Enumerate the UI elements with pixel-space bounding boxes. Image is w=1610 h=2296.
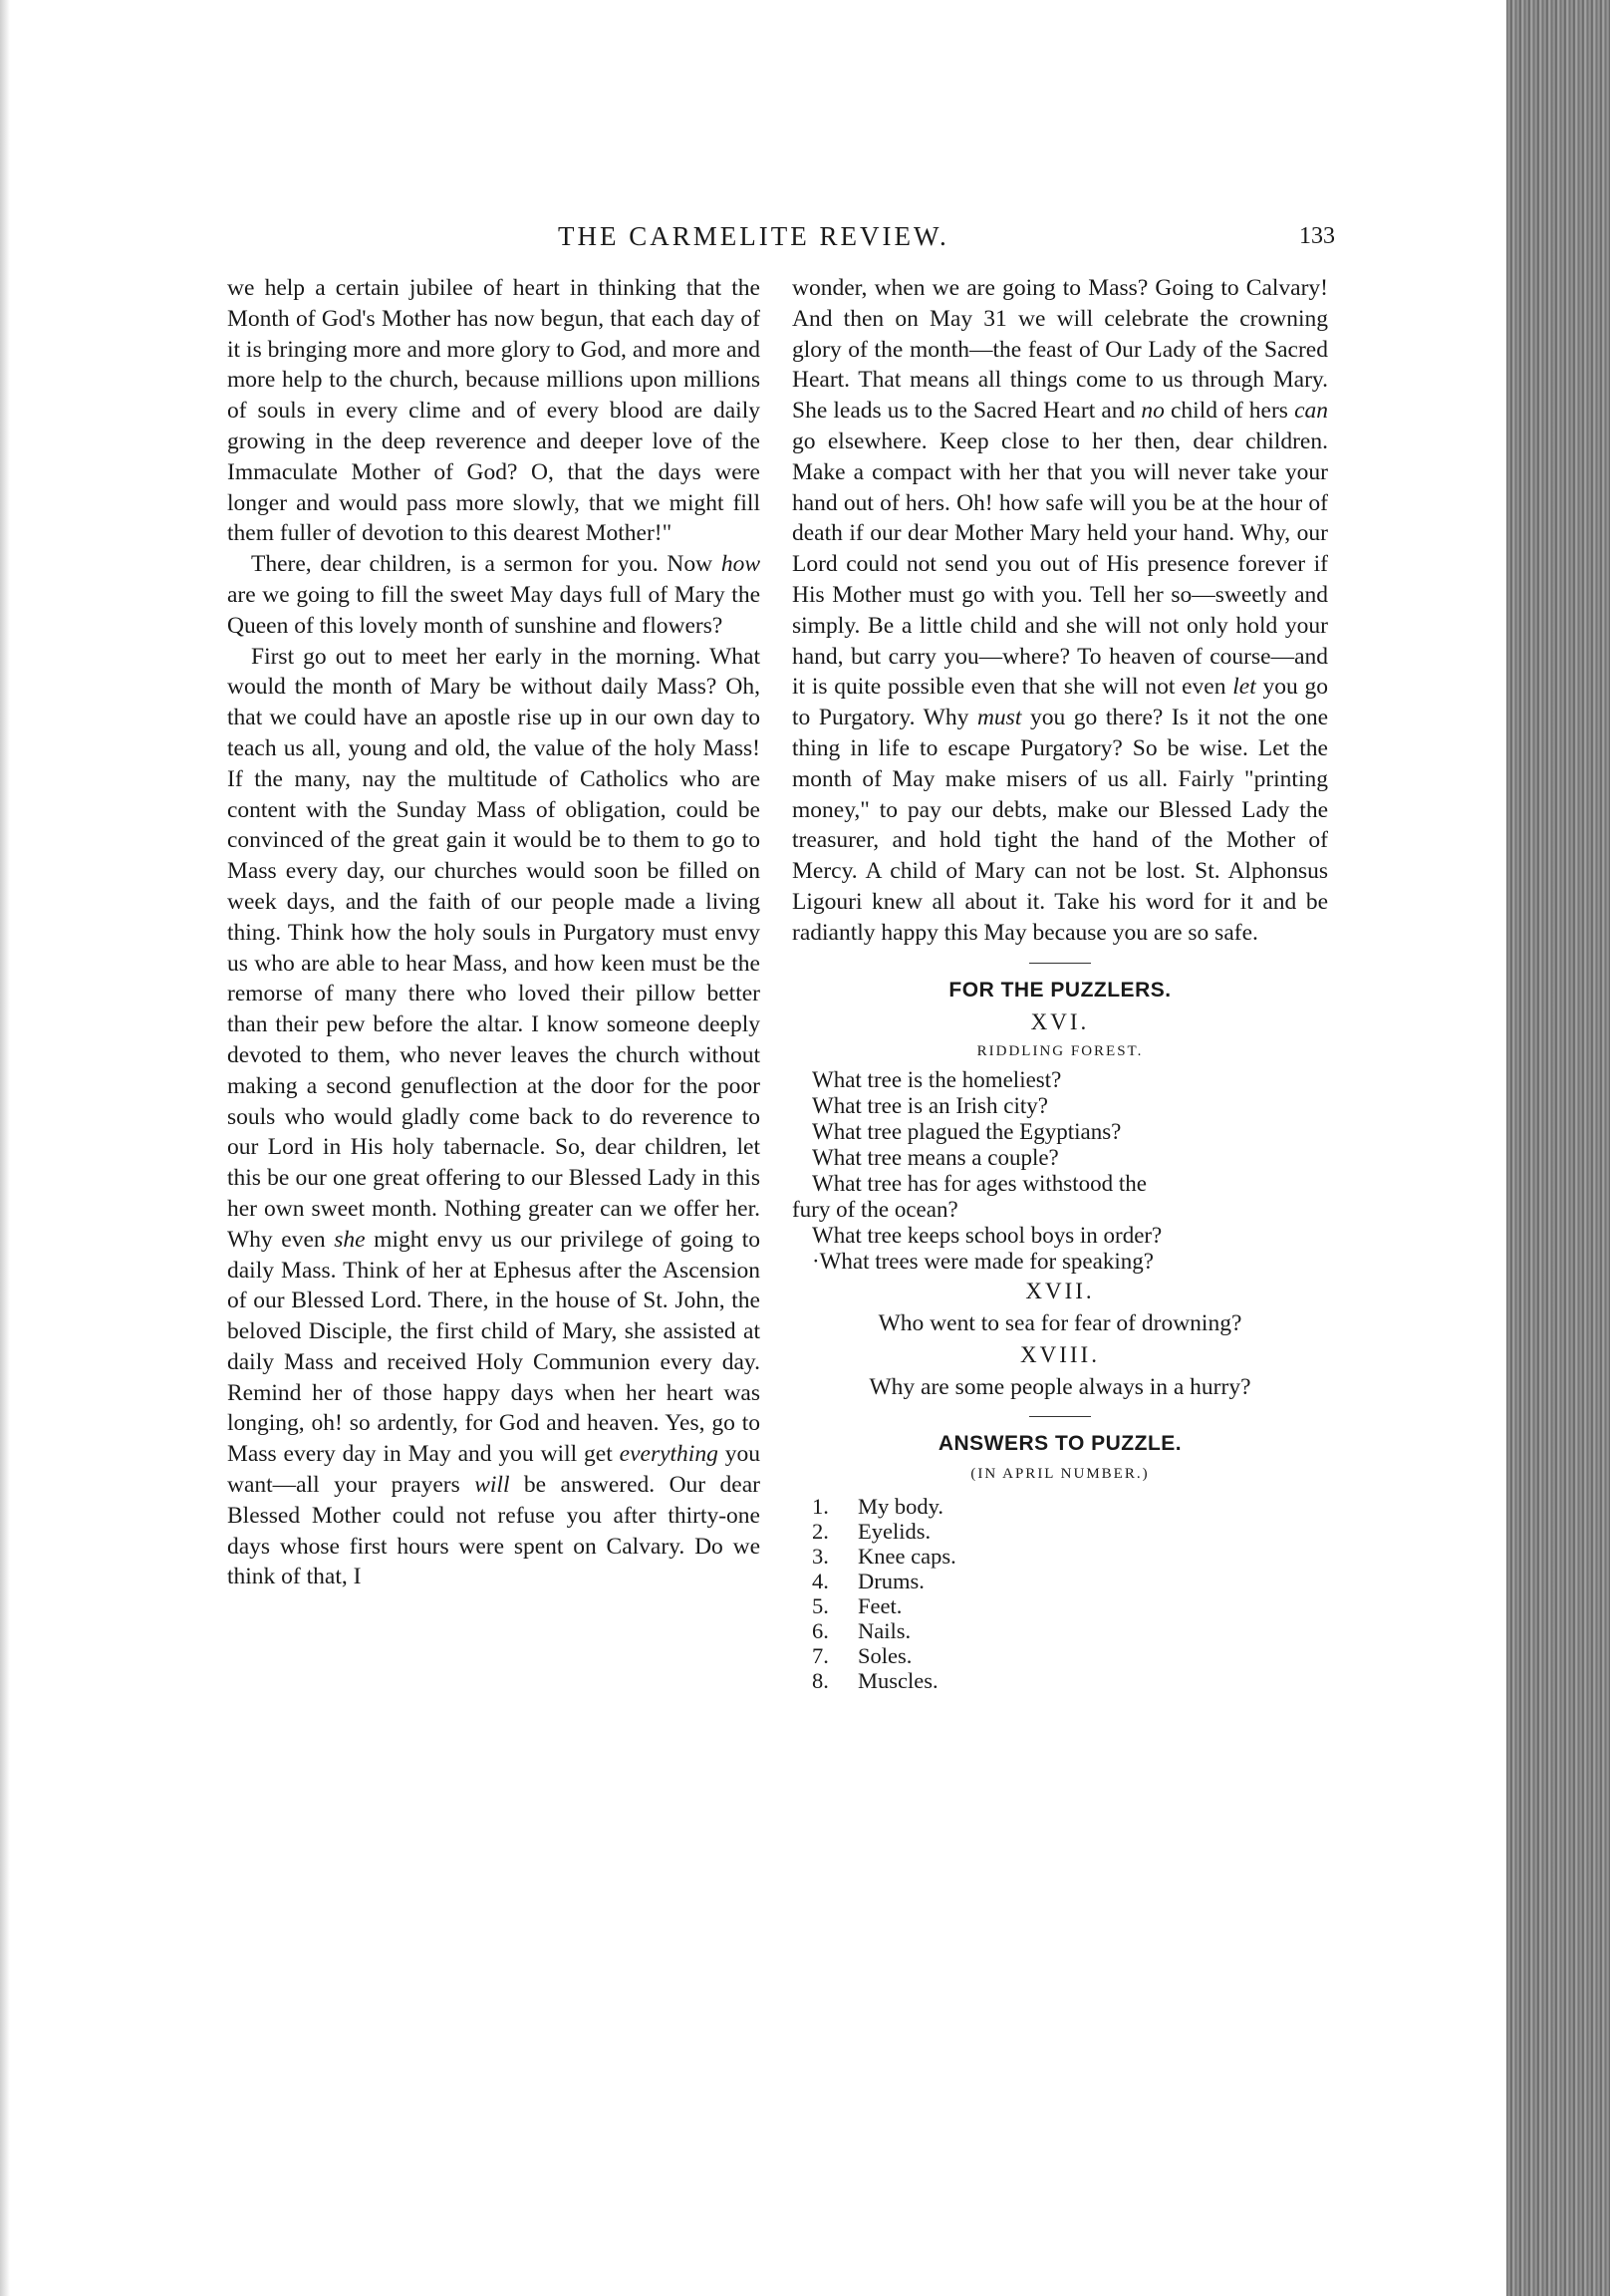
page-header	[229, 221, 1335, 261]
puzzle-question: Who went to sea for fear of drowning?	[878, 1310, 1242, 1337]
answers-subheading: (IN APRIL NUMBER.)	[970, 1466, 1150, 1483]
answer-number: 6.	[812, 1618, 829, 1644]
puzzle-number: XVIII.	[1020, 1342, 1100, 1368]
list-item	[812, 1544, 1328, 1569]
answer-text: Muscles.	[858, 1668, 939, 1694]
paragraph	[227, 549, 760, 641]
section-divider	[1029, 1416, 1091, 1417]
text-run: be answered. Our dear Blessed Mother could not refuse you after thirty-one days whose first hours were spent on Calvary. Do we think of that, I	[227, 1472, 760, 1590]
answer-number: 4.	[812, 1569, 829, 1594]
list-item	[812, 1569, 1328, 1593]
emphasis: must	[976, 705, 1022, 731]
answer-text: My body.	[858, 1494, 944, 1520]
text-run: child of hers	[1164, 398, 1295, 425]
emphasis: how	[720, 551, 760, 578]
text-run: might envy us our privilege of going to daily Mass. Think of her at Ephesus after the Ascension of our Blessed Lord. There, in the house of St. John, the beloved Disciple, the first child of Mary, she assisted at daily Mass and received Holy Communion every day. Remind her of those happy days when her heart was longing, oh! so ardently, for God and heaven. Yes, go to Mass every day in May and you will get	[227, 1226, 760, 1468]
emphasis: will	[474, 1472, 510, 1499]
text-run: There, dear children, is a sermon for you. Now	[251, 551, 721, 578]
list-item	[812, 1593, 1328, 1618]
answer-number: 8.	[812, 1668, 829, 1694]
riddle-line: fury of the ocean?	[792, 1197, 958, 1223]
puzzle-question: Why are some people always in a hurry?	[869, 1374, 1251, 1401]
paragraph	[792, 273, 1328, 949]
emphasis: can	[1294, 398, 1328, 425]
book-page-edge	[1506, 0, 1610, 2296]
list-item	[812, 1618, 1328, 1643]
answer-text: Eyelids.	[858, 1519, 932, 1545]
answer-text: Knee caps.	[858, 1544, 956, 1570]
riddle-line: What tree plagued the Egyptians?	[812, 1119, 1122, 1145]
answer-text: Feet.	[858, 1593, 903, 1619]
riddle-line: What tree means a couple?	[812, 1145, 1059, 1171]
puzzle-number: XVI.	[1030, 1009, 1090, 1035]
answers-heading: ANSWERS TO PUZZLE.	[938, 1432, 1183, 1456]
answer-number: 2.	[812, 1519, 829, 1545]
puzzle-subheading: RIDDLING FOREST.	[976, 1043, 1144, 1060]
answer-number: 1.	[812, 1494, 829, 1520]
riddle-line: What tree is the homeliest?	[812, 1067, 1062, 1093]
list-item	[812, 1519, 1328, 1544]
emphasis: she	[334, 1226, 366, 1253]
riddle-line: What tree keeps school boys in order?	[812, 1223, 1163, 1249]
text-run: you go there? Is it not the one thing in life to escape Purgatory? So be wise. Let the month of May make misers of us all. Fairly "printing money," to pay our debts, make our Blessed Lady the treasurer, and hold tight the hand of the Mother of Mercy. A child of Mary can not be lost. St. Alphonsus Ligouri knew all about it. Take his word for it and be radiantly happy this May because you are so safe.	[792, 705, 1328, 946]
right-column	[792, 273, 1328, 1693]
page-gutter-shadow	[0, 0, 10, 2296]
answer-text: Drums.	[858, 1569, 925, 1594]
emphasis: no	[1141, 398, 1165, 425]
riddle-line: What tree is an Irish city?	[812, 1093, 1048, 1119]
list-item	[812, 1643, 1328, 1668]
text-run: are we going to fill the sweet May days full of Mary the Queen of this lovely month of sunshine and flowers?	[227, 581, 760, 639]
paragraph	[227, 642, 760, 1593]
emphasis: everything	[619, 1441, 718, 1468]
text-run: First go out to meet her early in the morning. What would the month of Mary be without daily Mass? Oh, that we could have an apostle rise up in our own day to teach us all, young and old, the value of the holy Mass! If the many, nay the multitude of Catholics who are content with the Sunday Mass of obligation, could be convinced of the great gain it would be to them to go to Mass every day, our churches would soon be filled on week days, and the faith of our people made a living thing. Think how the holy souls in Purgatory must envy us who are able to hear Mass, and how keen must be the remorse of many there who loved their pillow better than their pew before the altar. I know someone deeply devoted to them, who never leaves the church without making a second genuflection at the door for the poor souls who would gladly come back to do reverence to our Lord in His holy tabernacle. So, dear children, let this be our one great offering to our Blessed Lady in this her own sweet month. Nothing greater can we offer her. Why even	[227, 643, 760, 1253]
paragraph: we help a certain jubilee of heart in thinking that the Month of God's Mother has now begun, that each day of it is bringing more and more glory to God, and more and more help to the church, because millions upon millions of souls in every clime and of every blood are daily growing in the deep reverence and deeper love of the Immaculate Mother of God? O, that the days were longer and would pass more slowly, that we might fill them fuller of devotion to this dearest Mother!"	[227, 275, 760, 547]
text-run: wonder, when we are going to Mass? Going to Calvary! And then on May 31 we will celebrate the crowning glory of the month—the feast of Our Lady of the Sacred Heart. That means all things come to us through Mary. She leads us to the Sacred Heart and	[792, 275, 1328, 425]
answer-number: 7.	[812, 1643, 829, 1669]
list-item	[812, 1668, 1328, 1693]
answers-list	[812, 1494, 1328, 1693]
running-title: THE CARMELITE REVIEW.	[558, 221, 949, 251]
section-divider	[1029, 963, 1091, 964]
left-column	[227, 273, 760, 1592]
text-run: you go to Purgatory. Why	[792, 674, 1329, 731]
answer-text: Nails.	[858, 1618, 912, 1644]
riddle-line: ·What trees were made for speaking?	[812, 1249, 1154, 1275]
list-item	[812, 1494, 1328, 1519]
text-run: you want—all your prayers	[227, 1441, 760, 1499]
riddle-line: What tree has for ages withstood the	[812, 1171, 1147, 1197]
page-number: 133	[1299, 223, 1335, 249]
text-run: go elsewhere. Keep close to her then, dear children. Make a compact with her that you will never take your hand out of hers. Oh! how safe will you be at the hour of death if our dear Mother Mary held your hand. Why, our Lord could not send you out of His presence forever if His Mother must go with you. Tell her so—sweetly and simply. Be a little child and she will not only hold your hand, but carry you—where? To heaven of course—and it is quite possible even that she will not even	[792, 428, 1328, 701]
answer-number: 3.	[812, 1544, 829, 1570]
answer-text: Soles.	[858, 1643, 913, 1669]
puzzle-number: XVII.	[1025, 1279, 1095, 1304]
emphasis: let	[1232, 674, 1256, 701]
puzzlers-heading: FOR THE PUZZLERS.	[948, 978, 1172, 1002]
answer-number: 5.	[812, 1593, 829, 1619]
